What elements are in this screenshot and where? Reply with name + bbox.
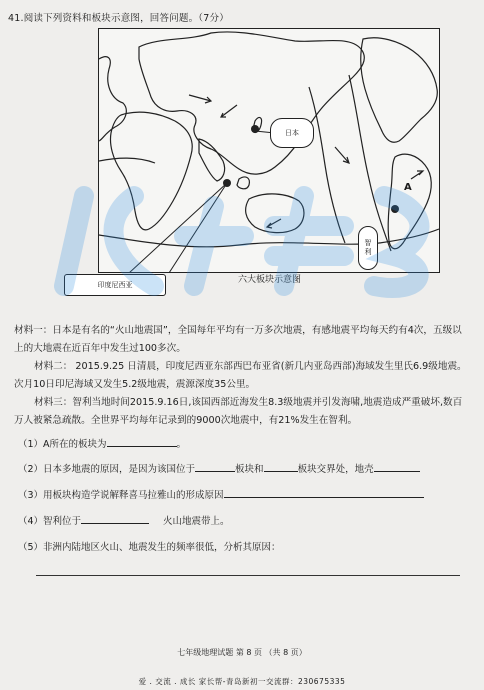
callout-indonesia: 印度尼西亚 — [64, 274, 166, 296]
q2-answer-blank-2[interactable] — [264, 461, 298, 472]
arrow-2 — [221, 105, 237, 117]
q2-mid2: 板块交界处，地壳 — [297, 464, 374, 475]
arrow-3 — [335, 147, 349, 163]
australia-outline — [246, 194, 304, 233]
q2-mid1: 板块和 — [235, 464, 264, 475]
callout-japan: 日本 — [270, 118, 314, 148]
material-1: 材料一：日本是有名的“火山地震国”，全国每年平均有一万多次地震，有感地震平均每天约有4次，五级以上的大地震在近百年中发生过100多次。 — [14, 325, 462, 354]
japan-dot — [251, 125, 259, 133]
q2-prefix: （2）日本多地震的原因，是因为该国位于 — [18, 464, 196, 475]
q2-answer-blank-1[interactable] — [195, 461, 235, 472]
q4-suffix: 火山地震带上。 — [163, 516, 230, 527]
q1-prefix: （1）A所在的板块为 — [18, 439, 107, 450]
chile-dot — [391, 205, 399, 213]
north-america-outline — [361, 38, 437, 143]
question-3 — [18, 487, 424, 501]
q4-prefix: （4）智利位于 — [18, 516, 82, 527]
question-4 — [18, 513, 230, 527]
callout-chile: 智利 — [358, 226, 378, 270]
q2-answer-blank-3[interactable] — [374, 461, 420, 472]
q1-suffix: 。 — [176, 439, 187, 450]
arrow-4 — [411, 171, 423, 179]
africa-outline — [110, 112, 192, 230]
point-a-label: A — [404, 182, 412, 193]
material-2: 材料二： 2015.9.25 日清晨，印度尼西亚东部西巴布亚省(新几内亚岛西部)海域发生里氏6.9级地震。次月10日印尼海域又发生5.2级地震，震源深度35公里。 — [14, 361, 467, 390]
arrow-1 — [189, 95, 211, 103]
arrow-5 — [267, 219, 281, 228]
q3-text: （3）用板块构造学说解释喜马拉雅山的形成原因 — [18, 490, 224, 501]
question-5 — [18, 539, 281, 553]
q1-answer-blank[interactable] — [107, 436, 177, 447]
q3-answer-blank[interactable] — [224, 487, 424, 498]
q5-text: （5）非洲内陆地区火山、地震发生的频率很低，分析其原因： — [18, 542, 281, 553]
pacific-ridge — [349, 75, 391, 251]
bottom-banner: 爱 . 交流 . 成长 家长帮-青岛新初一交流群：230675335 — [138, 677, 346, 686]
page-footer: 七年级地理试题 第 8 页 （共 8 页） — [177, 648, 307, 657]
map-caption: 六大板块示意图 — [238, 275, 302, 285]
atlantic-boundary — [99, 158, 155, 163]
material-3: 材料三：智利当地时间2015.9.16日,该国西部近海发生8.3级地震并引发海啸,地震造成严重破坏,数百万人被紧急疏散。全世界平均每年记录到的9000次地震中，有21%发生在智利。 — [14, 397, 463, 426]
question-2 — [18, 461, 420, 475]
sumatra-outline — [237, 177, 249, 189]
indonesia-dot — [223, 179, 231, 187]
q5-answer-line[interactable] — [36, 575, 460, 576]
eurasia-outline — [139, 32, 364, 174]
question-1 — [18, 436, 186, 450]
world-map-drawing — [99, 29, 439, 272]
plate-map — [98, 28, 440, 273]
indonesia-leader-right — [169, 183, 227, 272]
q4-answer-blank[interactable] — [81, 513, 149, 524]
pacific-boundary-west — [309, 87, 345, 243]
south-america-outline — [388, 154, 431, 249]
question-title: 41.阅读下列资料和板块示意图，回答问题。（7分） — [8, 13, 229, 24]
